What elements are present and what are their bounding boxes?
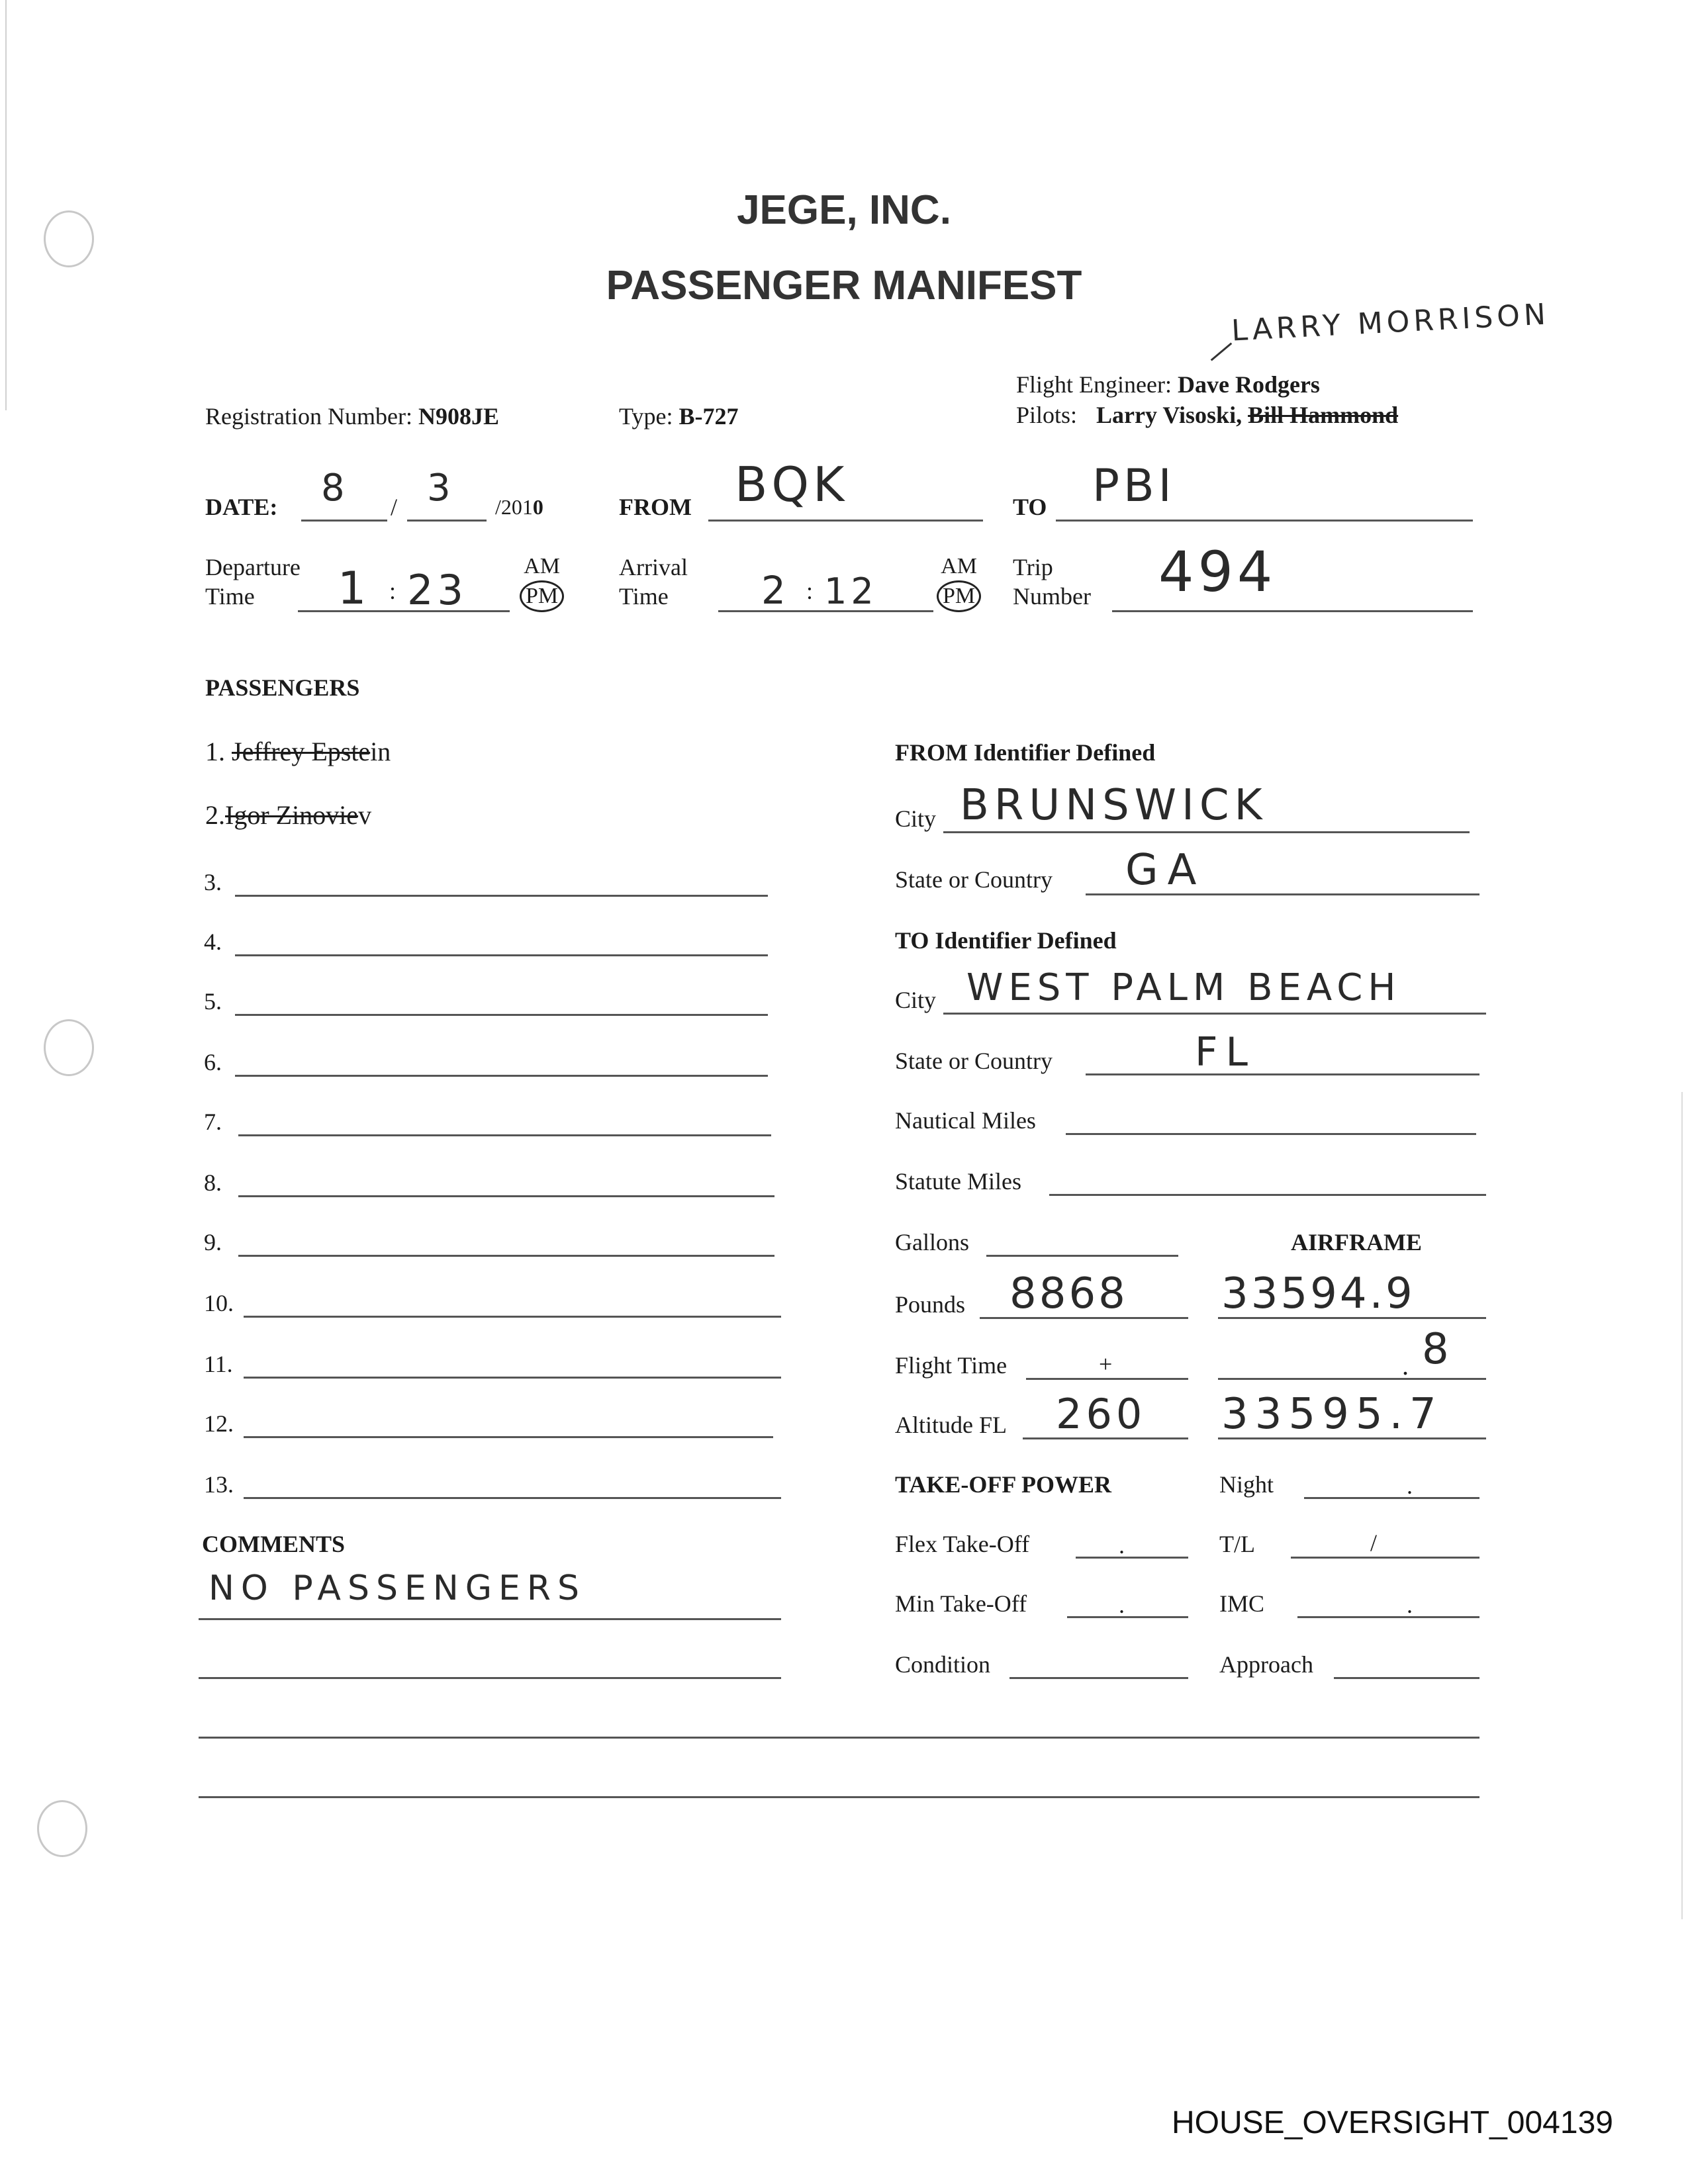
type-label: Type: <box>619 403 673 430</box>
airframe-time: 8 <box>1422 1325 1453 1374</box>
scan-edge-left <box>5 0 7 410</box>
tl-line <box>1291 1557 1479 1559</box>
comments-text: NO PASSENGERS <box>209 1569 586 1608</box>
flight-time-plus: + <box>1099 1351 1113 1377</box>
comments-line-3 <box>199 1737 1479 1739</box>
to-city-line <box>943 1013 1486 1015</box>
passenger-2-number: 2. <box>205 800 225 830</box>
tl-label: T/L <box>1219 1531 1255 1557</box>
passenger-2-name-struck: Igor Zinovie <box>225 800 359 830</box>
scan-edge-right <box>1681 1092 1683 1919</box>
departure-label-2: Time <box>205 583 255 610</box>
binder-hole-middle <box>44 1019 94 1076</box>
night-label: Night <box>1219 1471 1274 1498</box>
passenger-11-number: 11. <box>204 1351 233 1377</box>
type-row <box>619 402 738 430</box>
passenger-9-line <box>238 1255 774 1257</box>
altitude-label: Altitude FL <box>895 1412 1007 1438</box>
trip-line <box>1112 610 1473 612</box>
passenger-5-line <box>235 1014 768 1016</box>
date-year <box>495 495 543 520</box>
arrival-label-2: Time <box>619 583 669 610</box>
comments-line-4 <box>199 1796 1479 1798</box>
imc-label: IMC <box>1219 1590 1265 1617</box>
passenger-1-name-struck: Jeffrey Epste <box>232 737 371 766</box>
arrival-colon: : <box>806 578 814 604</box>
arrival-am: AM <box>941 554 977 578</box>
registration-number: N908JE <box>418 403 499 430</box>
date-slash: / <box>391 494 398 520</box>
pilots-label: Pilots: <box>1016 402 1078 428</box>
condition-label: Condition <box>895 1651 991 1678</box>
departure-label <box>205 553 301 611</box>
date-month: 8 <box>321 467 349 510</box>
approach-line <box>1334 1677 1479 1679</box>
comments-line-2 <box>199 1677 781 1679</box>
departure-ampm <box>520 553 564 612</box>
imc-line <box>1297 1616 1479 1618</box>
condition-line <box>1009 1677 1188 1679</box>
date-year-digit: 0 <box>532 495 543 519</box>
trip-label-2: Number <box>1013 583 1091 610</box>
company-name: JEGE, INC. <box>737 187 951 233</box>
date-label: DATE: <box>205 494 278 520</box>
from-label: FROM <box>619 494 692 520</box>
comments-line-1 <box>199 1618 781 1620</box>
night-dot: . <box>1407 1473 1413 1499</box>
engineer-name: Dave Rodgers <box>1177 371 1320 398</box>
passenger-1-number: 1. <box>205 737 225 766</box>
pilot-1: Larry Visoski, <box>1096 402 1243 428</box>
airframe-start: 33594.9 <box>1221 1269 1415 1318</box>
departure-label-1: Departure <box>205 554 301 580</box>
tl-slash: / <box>1370 1529 1378 1556</box>
arrival-label <box>619 553 688 611</box>
from-state: GA <box>1125 846 1206 895</box>
flight-time-label: Flight Time <box>895 1352 1008 1379</box>
passenger-6-line <box>235 1075 768 1077</box>
flex-line <box>1076 1557 1188 1559</box>
registration-row <box>205 402 499 430</box>
passenger-13-line <box>244 1497 781 1499</box>
nautical-label: Nautical Miles <box>895 1107 1036 1134</box>
passenger-12-line <box>244 1436 773 1438</box>
pounds-value: 8868 <box>1009 1269 1128 1318</box>
passenger-2 <box>205 799 371 831</box>
passenger-8-line <box>238 1195 774 1197</box>
airframe-end: 33595.7 <box>1221 1390 1443 1439</box>
to-line <box>1056 520 1473 522</box>
flight-time-line <box>1026 1378 1188 1380</box>
passenger-7-line <box>238 1134 771 1136</box>
passenger-10-line <box>244 1316 781 1318</box>
airframe-time-period: . <box>1402 1351 1409 1381</box>
pilots-row <box>1016 401 1398 429</box>
passenger-10-number: 10. <box>204 1290 234 1316</box>
engineer-handwritten: LARRY MORRISON <box>1230 297 1551 348</box>
to-state-line <box>1086 1073 1479 1075</box>
passenger-13-number: 13. <box>204 1471 234 1498</box>
passenger-12-number: 12. <box>204 1410 234 1437</box>
aircraft-type: B-727 <box>679 403 739 430</box>
passenger-3-number: 3. <box>204 869 222 895</box>
pilot-2-struck: Bill Hammond <box>1248 402 1399 428</box>
engineer-label: Flight Engineer: <box>1016 371 1172 398</box>
binder-hole-top <box>44 210 94 267</box>
date-year-printed: /201 <box>495 495 533 519</box>
passenger-1-name-rest: in <box>370 737 391 766</box>
departure-pm-circled: PM <box>520 580 564 612</box>
pounds-label: Pounds <box>895 1291 966 1318</box>
departure-minute: 23 <box>407 566 467 614</box>
statute-label: Statute Miles <box>895 1168 1021 1195</box>
passenger-3-line <box>235 895 768 897</box>
passenger-4-number: 4. <box>204 929 222 955</box>
passenger-9-number: 9. <box>204 1229 222 1255</box>
statute-line <box>1049 1194 1486 1196</box>
arrival-hour: 2 <box>761 568 790 613</box>
passenger-1 <box>205 736 391 767</box>
departure-colon: : <box>389 578 397 604</box>
to-state: FL <box>1195 1029 1256 1075</box>
arrival-pm-circled: PM <box>937 580 981 612</box>
departure-am: AM <box>524 554 560 578</box>
passenger-11-line <box>244 1377 781 1379</box>
flex-label: Flex Take-Off <box>895 1531 1030 1557</box>
insertion-mark <box>1211 342 1233 361</box>
departure-line <box>298 610 510 612</box>
departure-hour: 1 <box>338 563 371 615</box>
date-day: 3 <box>427 467 455 510</box>
approach-label: Approach <box>1219 1651 1313 1678</box>
date-month-line <box>301 520 387 522</box>
passenger-8-number: 8. <box>204 1169 222 1196</box>
to-defined-heading: TO Identifier Defined <box>895 927 1117 954</box>
arrival-minute: 12 <box>824 570 878 612</box>
min-dot: . <box>1119 1592 1125 1618</box>
takeoff-heading: TAKE-OFF POWER <box>895 1471 1111 1498</box>
from-code: BQK <box>735 457 849 512</box>
min-line <box>1067 1616 1188 1618</box>
from-defined-heading: FROM Identifier Defined <box>895 739 1156 766</box>
from-city-line <box>943 831 1470 833</box>
flex-dot: . <box>1119 1532 1125 1559</box>
to-city: WEST PALM BEACH <box>966 966 1401 1009</box>
arrival-label-1: Arrival <box>619 554 688 580</box>
gallons-line <box>986 1255 1178 1257</box>
passengers-heading: PASSENGERS <box>205 674 360 701</box>
from-city: BRUNSWICK <box>960 781 1268 830</box>
to-city-label: City <box>895 987 937 1013</box>
bates-number: HOUSE_OVERSIGHT_004139 <box>1172 2105 1613 2140</box>
min-label: Min Take-Off <box>895 1590 1027 1617</box>
trip-label-1: Trip <box>1013 554 1053 580</box>
arrival-ampm <box>937 553 981 612</box>
passenger-6-number: 6. <box>204 1049 222 1075</box>
from-state-label: State or Country <box>895 866 1053 893</box>
passenger-7-number: 7. <box>204 1109 222 1135</box>
engineer-row <box>1016 371 1320 398</box>
to-code: PBI <box>1092 460 1176 512</box>
gallons-label: Gallons <box>895 1229 969 1255</box>
registration-label: Registration Number: <box>205 403 412 430</box>
trip-label <box>1013 553 1091 611</box>
airframe-heading: AIRFRAME <box>1291 1229 1422 1255</box>
passenger-2-name-rest: v <box>358 800 372 830</box>
altitude-value: 260 <box>1056 1390 1147 1438</box>
comments-heading: COMMENTS <box>202 1531 345 1557</box>
imc-dot: . <box>1407 1592 1413 1618</box>
date-day-line <box>407 520 487 522</box>
binder-hole-bottom <box>37 1800 87 1857</box>
to-state-label: State or Country <box>895 1048 1053 1074</box>
to-label: TO <box>1013 494 1047 520</box>
passenger-4-line <box>235 954 768 956</box>
airframe-time-line <box>1218 1378 1486 1380</box>
passenger-5-number: 5. <box>204 988 222 1015</box>
from-city-label: City <box>895 805 937 832</box>
from-line <box>708 520 983 522</box>
nautical-line <box>1066 1133 1476 1135</box>
page-title: PASSENGER MANIFEST <box>606 263 1082 308</box>
night-line <box>1304 1497 1479 1499</box>
trip-number: 494 <box>1158 539 1277 604</box>
